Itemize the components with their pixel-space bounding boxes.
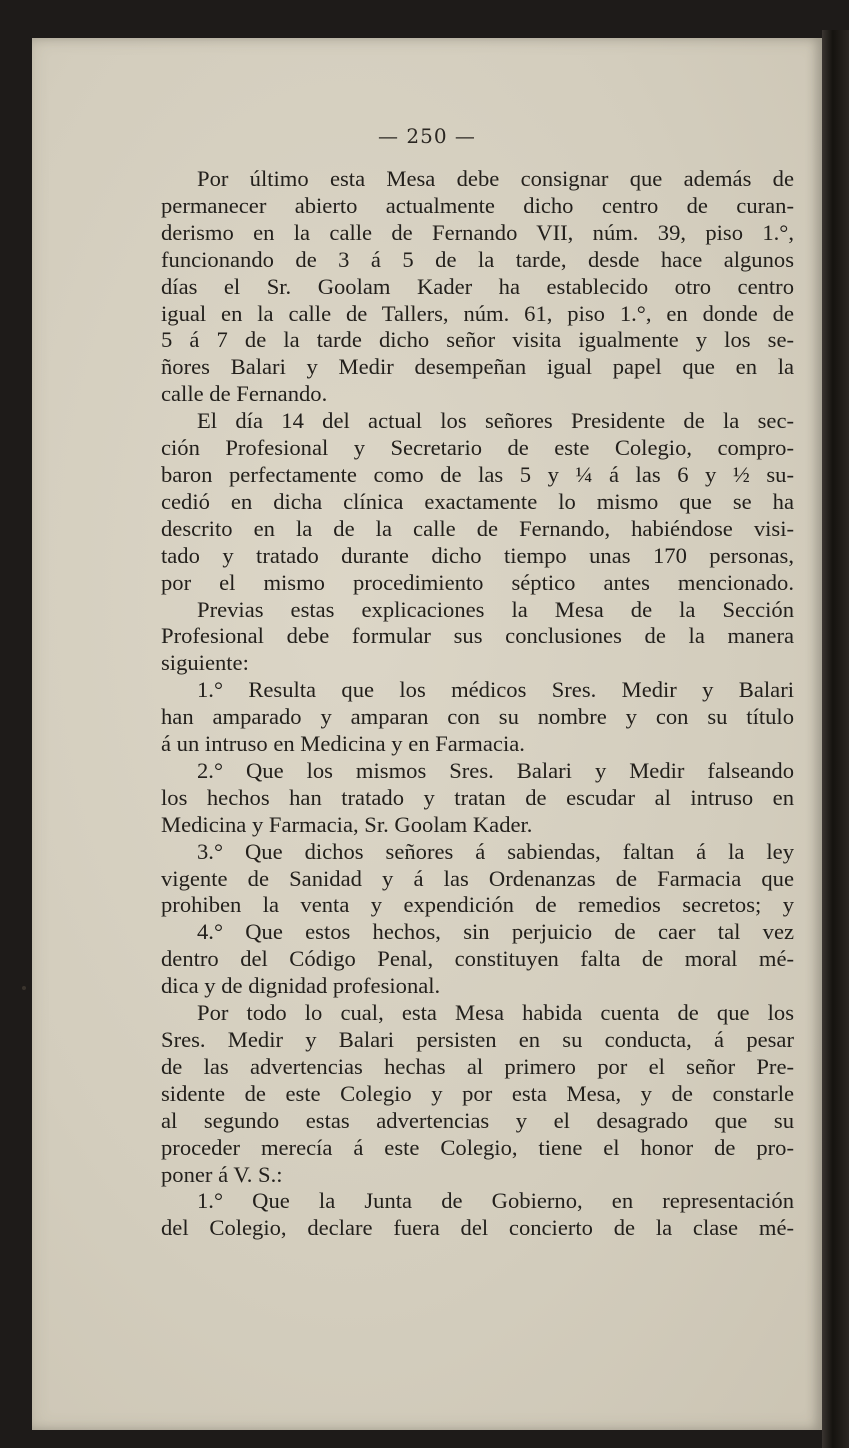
- text-line: ñores Balari y Medir desempeñan igual papel que en la: [161, 354, 794, 380]
- text-line: permanecer abierto actualmente dicho centro de curan-: [161, 192, 794, 218]
- text-line: cedió en dicha clínica exactamente lo mismo que se ha: [161, 488, 794, 514]
- text-line: vigente de Sanidad y á las Ordenanzas de Farmacia que: [161, 865, 794, 891]
- text-line: dica y de dignidad profesional.: [161, 973, 441, 999]
- text-line: siguiente:: [161, 650, 249, 676]
- text-line: 1.° Que la Junta de Gobierno, en representación: [197, 1188, 794, 1214]
- text-line: de las advertencias hechas al primero por el señor Pre-: [161, 1053, 794, 1079]
- text-line: tado y tratado durante dicho tiempo unas 170 personas,: [161, 542, 794, 568]
- text-line: al segundo estas advertencias y el desagrado que su: [161, 1107, 794, 1133]
- body-text: [161, 166, 794, 1242]
- text-line: á un intruso en Medicina y en Farmacia.: [161, 731, 525, 757]
- text-line: 3.° Que dichos señores á sabiendas, faltan á la ley: [197, 838, 794, 864]
- text-line: prohiben la venta y expendición de remedios secretos; y: [161, 892, 794, 918]
- text-line: Por todo lo cual, esta Mesa habida cuenta de que los: [197, 1000, 794, 1026]
- text-line: calle de Fernando.: [161, 381, 328, 407]
- text-line: baron perfectamente como de las 5 y ¼ á las 6 y ½ su-: [161, 461, 794, 487]
- text-line: Profesional debe formular sus conclusiones de la manera: [161, 623, 794, 649]
- margin-speck: [22, 986, 26, 990]
- text-line: sidente de este Colegio y por esta Mesa, y de constarle: [161, 1080, 794, 1106]
- text-line: los hechos han tratado y tratan de escudar al intruso en: [161, 784, 794, 810]
- text-line: El día 14 del actual los señores Presidente de la sec-: [197, 408, 794, 434]
- text-line: poner á V. S.:: [161, 1161, 283, 1187]
- text-line: 5 á 7 de la tarde dicho señor visita igualmente y los se-: [161, 327, 794, 353]
- text-line: ción Profesional y Secretario de este Colegio, compro-: [161, 435, 794, 461]
- text-line: igual en la calle de Tallers, núm. 61, piso 1.°, en donde de: [161, 300, 794, 326]
- text-line: derismo en la calle de Fernando VII, núm. 39, piso 1.°,: [161, 219, 794, 245]
- text-line: por el mismo procedimiento séptico antes mencionado.: [161, 569, 794, 595]
- text-line: funcionando de 3 á 5 de la tarde, desde hace algunos: [161, 246, 794, 272]
- text-line: del Colegio, declare fuera del concierto de la clase mé-: [161, 1215, 794, 1241]
- page-number: — 250 —: [378, 124, 476, 148]
- text-line: días el Sr. Goolam Kader ha establecido otro centro: [161, 273, 794, 299]
- text-line: 4.° Que estos hechos, sin perjuicio de caer tal vez: [197, 919, 794, 945]
- text-line: Medicina y Farmacia, Sr. Goolam Kader.: [161, 811, 533, 837]
- text-line: Por último esta Mesa debe consignar que además de: [197, 166, 794, 191]
- book-page: [32, 38, 822, 1430]
- text-line: dentro del Código Penal, constituyen falta de moral mé-: [161, 946, 794, 972]
- text-line: 1.° Resulta que los médicos Sres. Medir y Balari: [197, 677, 794, 703]
- book-spine-edge: [822, 30, 849, 1448]
- text-line: Sres. Medir y Balari persisten en su conducta, á pesar: [161, 1027, 794, 1052]
- text-line: proceder merecía á este Colegio, tiene el honor de pro-: [161, 1134, 794, 1160]
- text-line: Previas estas explicaciones la Mesa de la Sección: [197, 596, 794, 622]
- text-line: han amparado y amparan con su nombre y con su título: [161, 704, 794, 730]
- text-line: descrito en la de la calle de Fernando, habiéndose visi-: [161, 515, 794, 541]
- text-line: 2.° Que los mismos Sres. Balari y Medir falseando: [197, 757, 794, 783]
